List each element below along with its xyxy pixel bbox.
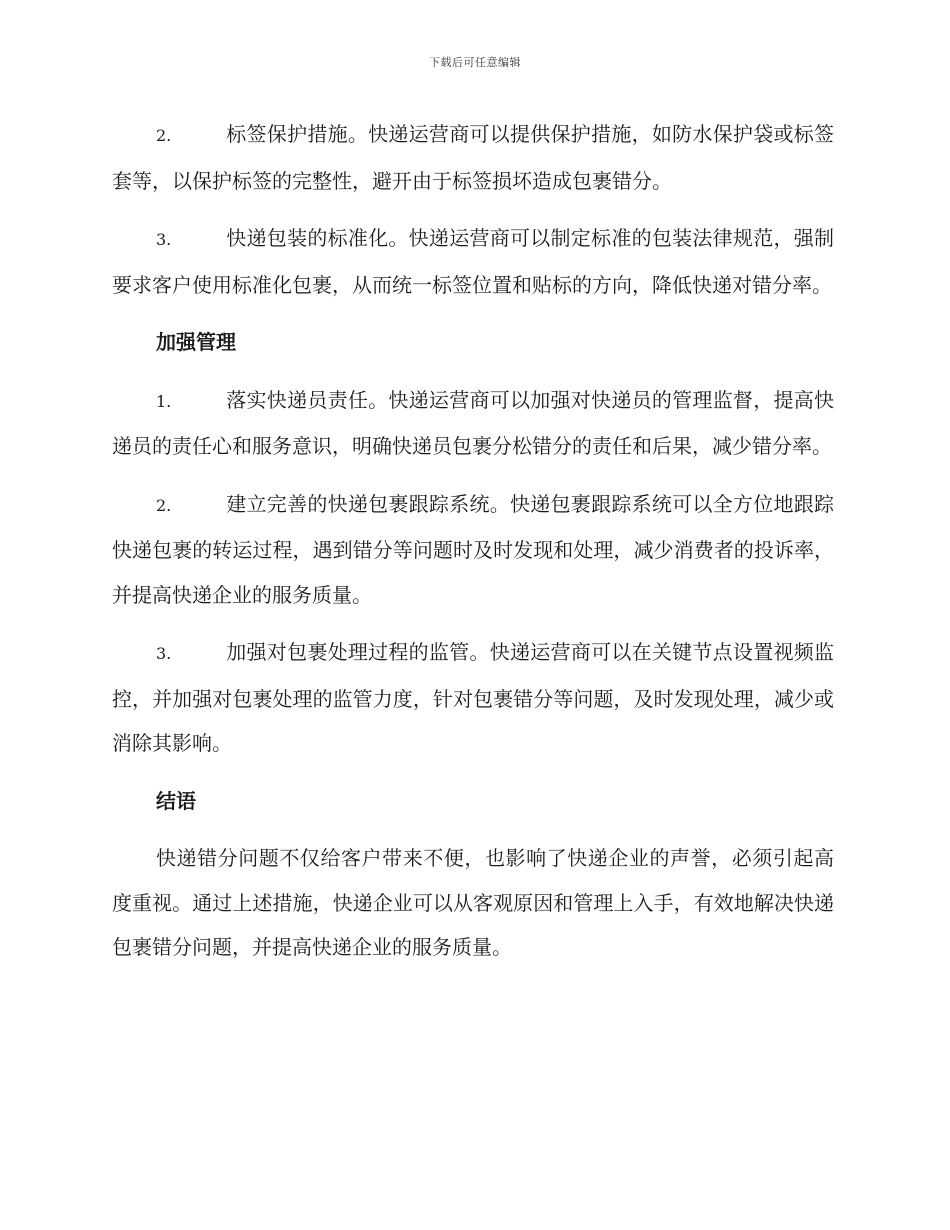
list-item-text: 落实快递员责任。快递运营商可以加强对快递员的管理监督，提高快递员的责任心和服务意识，明确快递员包裹分松错分的责任和后果，减少错分率。 xyxy=(112,387,834,458)
conclusion-paragraph: 快递错分问题不仅给客户带来不便，也影响了快递企业的声誉，必须引起高度重视。通过上述措施，快递企业可以从客观原因和管理上入手，有效地解决快递包裹错分问题，并提高快递企业的服务质量。 xyxy=(112,846,834,959)
list-item-label-protection xyxy=(112,112,834,203)
list-item-text: 快递包装的标准化。快递运营商可以制定标准的包装法律规范，强制要求客户使用标准化包裹，从而统一标签位置和贴标的方向，降低快递对错分率。 xyxy=(112,226,834,297)
list-number: 3. xyxy=(156,230,172,249)
list-item-courier-responsibility xyxy=(112,378,834,469)
list-number: 1. xyxy=(156,391,172,411)
list-item-text: 标签保护措施。快递运营商可以提供保护措施，如防水保护袋或标签套等，以保护标签的完整性，避开由于标签损坏造成包裹错分。 xyxy=(112,122,834,193)
list-item-tracking-system xyxy=(112,482,834,618)
list-item-process-monitoring xyxy=(112,630,834,766)
list-item-packaging-standard xyxy=(112,216,834,307)
document-body xyxy=(112,112,834,983)
section-heading-management: 加强管理 xyxy=(156,330,236,354)
list-item-text: 建立完善的快递包裹跟踪系统。快递包裹跟踪系统可以全方位地跟踪快递包裹的转运过程，遇到错分等问题时及时发现和处理，减少消费者的投诉率，并提高快递企业的服务质量。 xyxy=(112,491,834,607)
list-number: 2. xyxy=(156,495,172,515)
list-number: 2. xyxy=(156,126,172,145)
list-number: 3. xyxy=(156,644,172,663)
section-heading-conclusion: 结语 xyxy=(156,788,196,813)
page-header: 下载后可任意编辑 xyxy=(429,56,521,69)
list-item-text: 加强对包裹处理过程的监管。快递运营商可以在关键节点设置视频监控，并加强对包裹处理的监管力度，针对包裹错分等问题，及时发现处理，减少或消除其影响。 xyxy=(112,640,834,755)
